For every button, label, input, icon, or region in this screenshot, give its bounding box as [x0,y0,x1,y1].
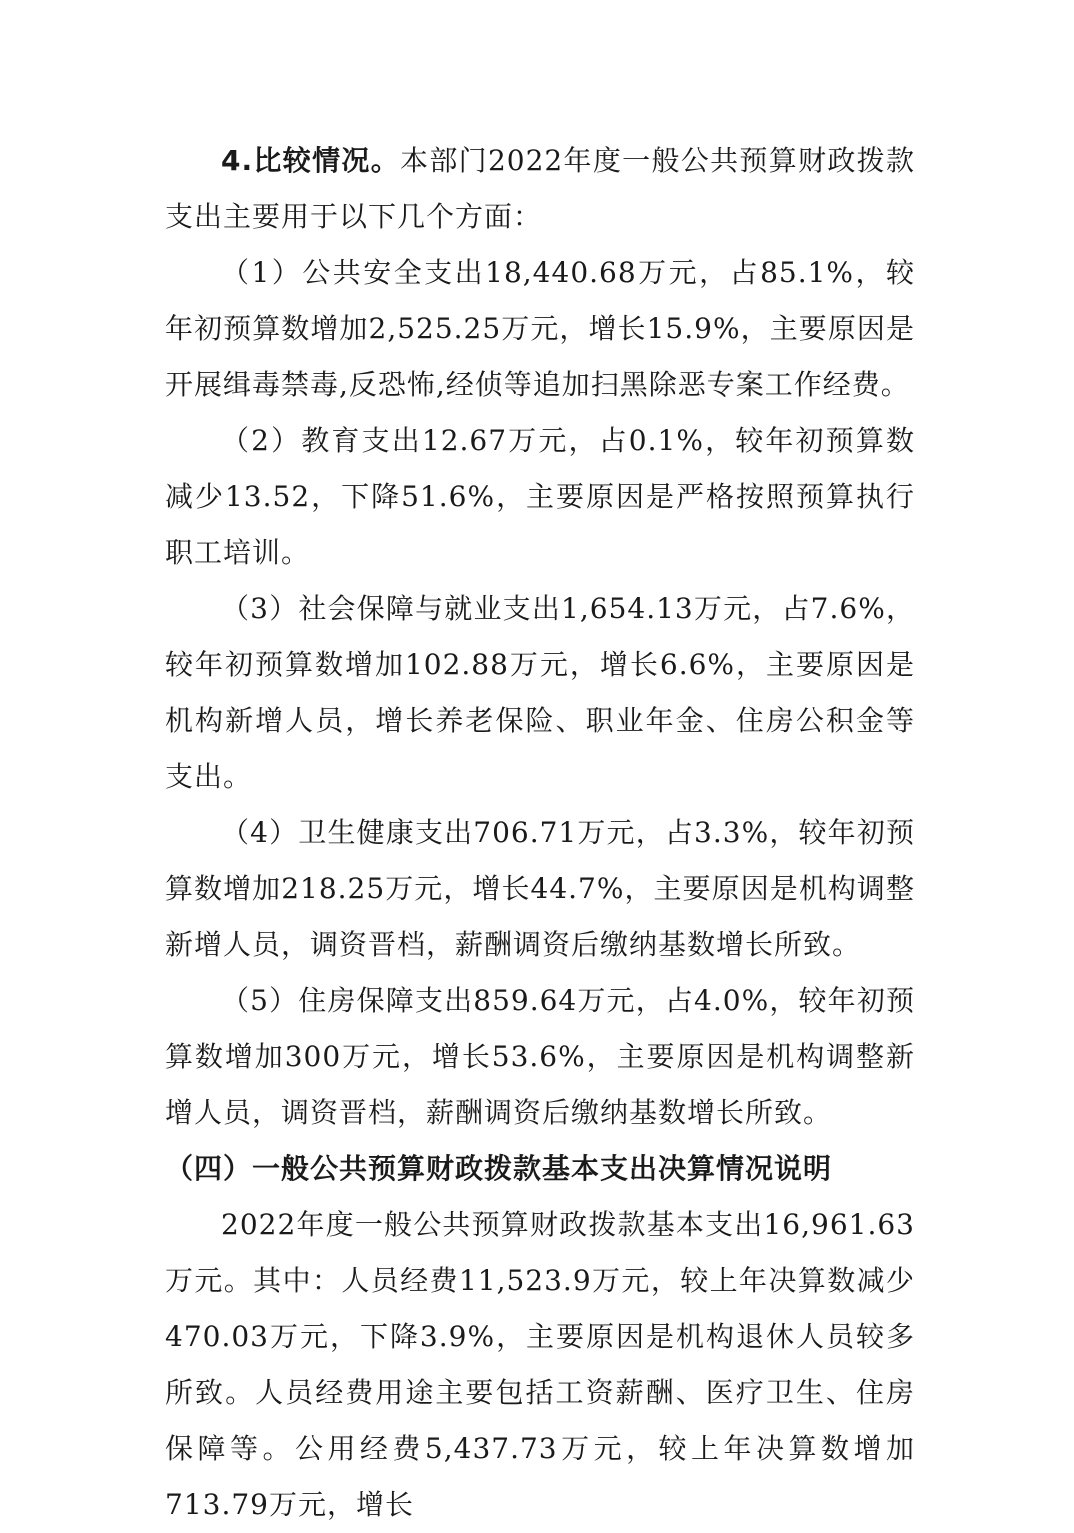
item-education: （2）教育支出12.67万元，占0.1%，较年初预算数减少13.52，下降51.6%，主要原因是严格按照预算执行职工培训。 [165,424,915,569]
item-housing: （5）住房保障支出859.64万元，占4.0%，较年初预算数增加300万元，增长53.6%，主要原因是机构调整新增人员，调资晋档，薪酬调资后缴纳基数增长所致。 [165,984,915,1129]
section-heading: （四）一般公共预算财政拨款基本支出决算情况说明 [165,1152,833,1185]
comparison-paragraph [165,133,915,245]
item-public-security: （1）公共安全支出18,440.68万元，占85.1%，较年初预算数增加2,525.25万元，增长15.9%，主要原因是开展缉毒禁毒,反恐怖,经侦等追加扫黑除恶专案工作经费。 [165,256,915,401]
item-health: （4）卫生健康支出706.71万元，占3.3%，较年初预算数增加218.25万元，增长44.7%，主要原因是机构调整新增人员，调资晋档，薪酬调资后缴纳基数增长所致。 [165,816,915,961]
comparison-text: 本部门2022年度一般公共预算财政拨款支出主要用于以下几个方面： [165,144,915,233]
item-social-security: （3）社会保障与就业支出1,654.13万元，占7.6%，较年初预算数增加102.88万元，增长6.6%，主要原因是机构新增人员，增长养老保险、职业年金、住房公积金等支出。 [165,592,915,793]
summary-paragraph: 2022年度一般公共预算财政拨款基本支出16,961.63万元。其中：人员经费11,523.9万元，较上年决算数减少470.03万元，下降3.9%，主要原因是机构退休人员较多所致。人员经费用途主要包括工资薪酬、医疗卫生、住房保障等。公用经费5,437.73万元，较上年决算数增加713.79万元，增长 [165,1208,915,1521]
document-page [165,133,915,1533]
comparison-lead: 4.比较情况。 [221,144,401,177]
